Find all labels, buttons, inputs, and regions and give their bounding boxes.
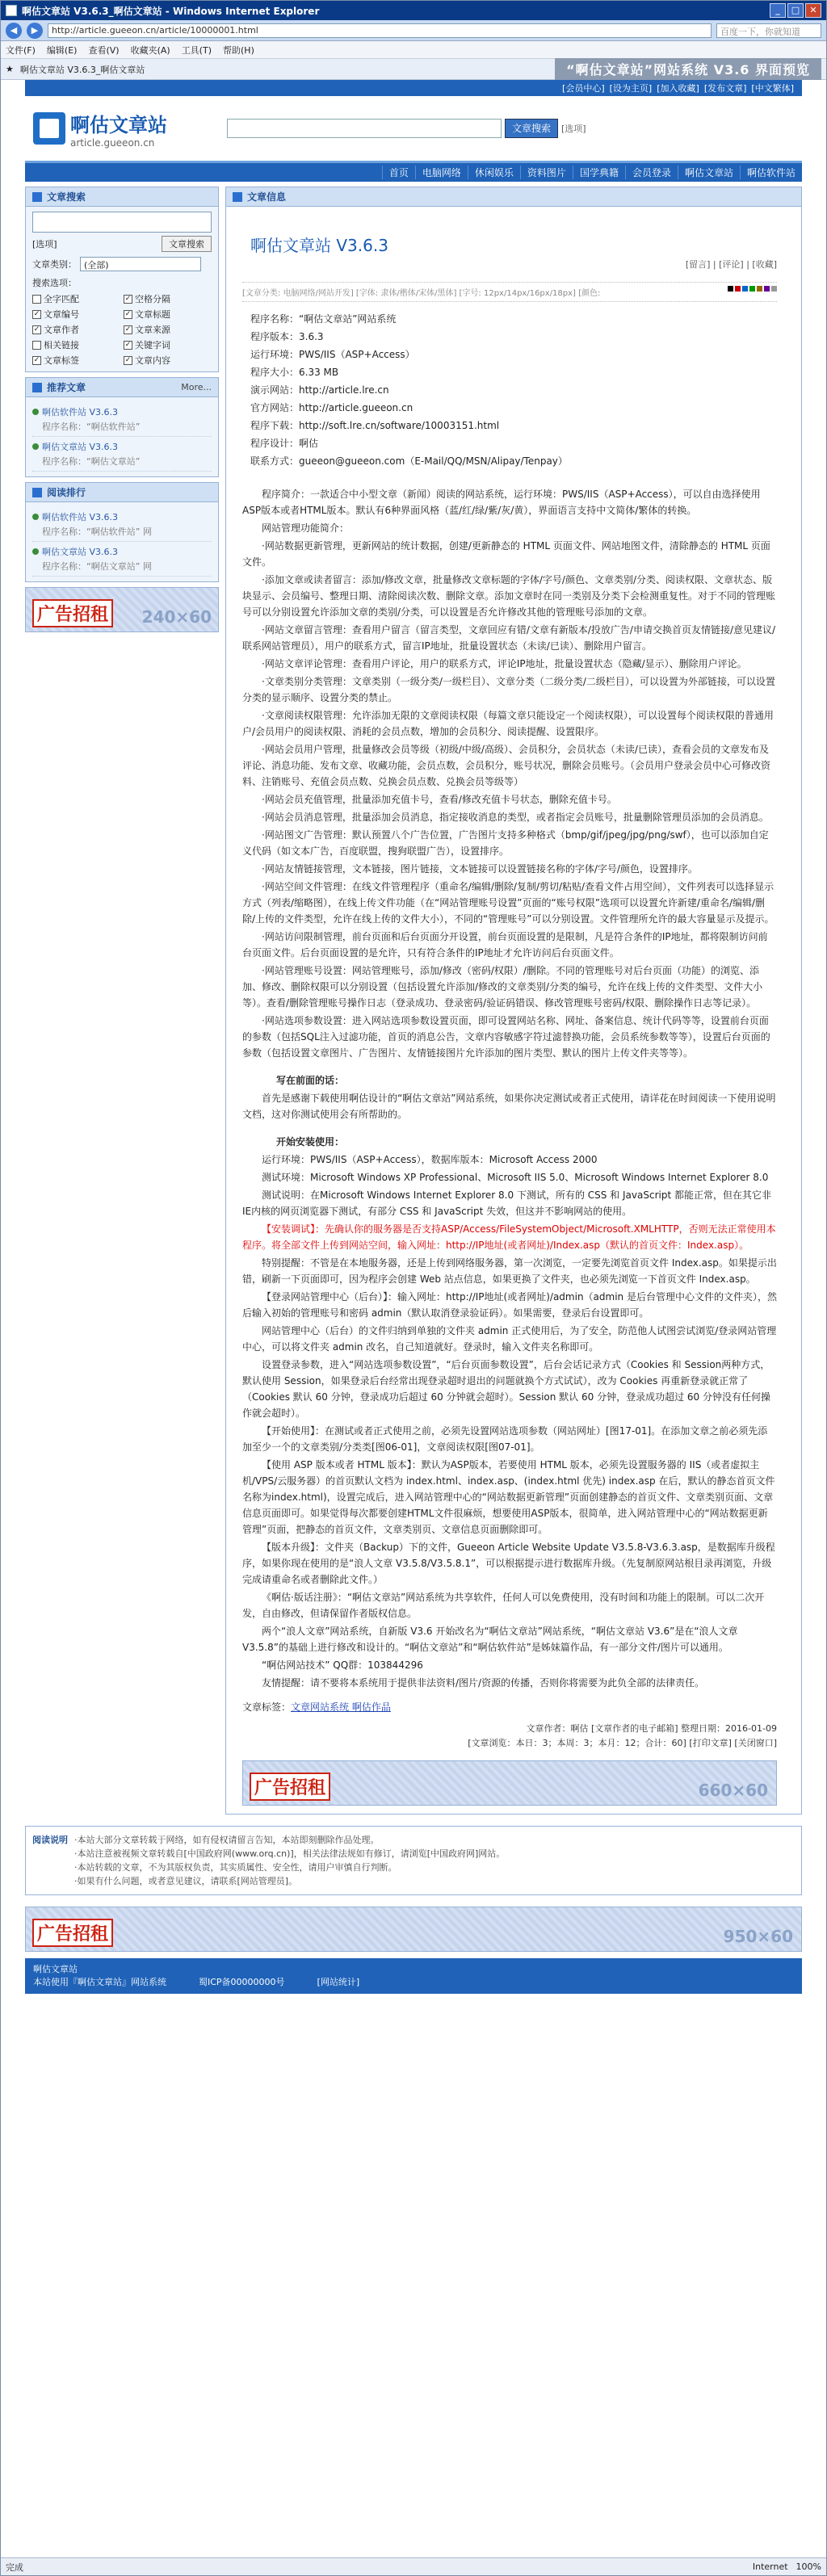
article-paragraph: ·网站数据更新管理，更新网站的统计数据，创建/更新静态的 HTML 页面文件、网站地图文件，清除静态的 HTML 页面文件。: [242, 540, 770, 568]
recommend-title: 推荐文章: [47, 382, 86, 393]
list-item[interactable]: [32, 507, 212, 542]
info-line: 程序下载：http://soft.lre.cn/software/10003151.html: [250, 420, 500, 431]
search-icon: [32, 192, 42, 202]
search-option-9[interactable]: [124, 354, 212, 367]
article-paragraph: 首先是感谢下载使用啊估设计的“啊估文章站”网站系统，如果你决定测试或者正式使用，请详花在时间阅读一下使用说明文档，这对你测试使用会有所帮助的。: [242, 1093, 776, 1120]
category-select[interactable]: (全部): [80, 257, 201, 271]
meta-text[interactable]: [文章分类: 电脑网络/网站开发] [字体: 隶体/楷体/宋体/黑体] [字号: 12px/14px/16px/18px] [颜色:: [242, 289, 601, 298]
info-line: 程序名称：“啊估文章站”网站系统: [250, 313, 397, 325]
color-swatches[interactable]: [728, 286, 777, 298]
article-paragraph: 测试说明：在Microsoft Windows Internet Explorer 8.0 下测试，所有的 CSS 和 JavaScript 都能正常，但在其它非IE内核的网页浏览器下测试，有部分 CSS 和 JavaScript 失效，但这并不影响网站的使用。: [242, 1189, 771, 1217]
article-paragraph: ·文章阅读权限管理：允许添加无限的文章阅读权限（每篇文章只能设定一个阅读权限），可以设置每个阅读权限的普通用户/会员用户的阅读权限、消耗的会员点数，增加的会员积分、阅读提醒、设置限序。: [242, 710, 774, 737]
list-item-sub: 程序名称：“啊估软件站” 网: [42, 527, 152, 537]
preview-banner: “啊估文章站”网站系统 V3.6 界面预览: [555, 58, 821, 80]
browser-search-input[interactable]: 百度一下，你就知道: [716, 23, 821, 38]
info-line: 运行环境：PWS/IIS（ASP+Access）: [250, 349, 415, 360]
tags-label: 文章标签：: [242, 1701, 292, 1713]
site-topbar: [25, 80, 802, 96]
topbar-publish[interactable]: [发布文章]: [703, 83, 747, 94]
sidebar: [25, 187, 219, 1815]
menu-favorites[interactable]: 收藏夹(A): [130, 44, 170, 56]
article-paragraph: 测试环境：Microsoft Windows XP Professional、Microsoft IIS 5.0、Microsoft Windows Internet Explorer 8.0: [262, 1172, 769, 1183]
bottom-ad[interactable]: [25, 1907, 802, 1952]
checkbox-icon[interactable]: ✓: [124, 355, 132, 364]
ad-label: 广告招租: [250, 1773, 330, 1801]
article-paragraph: ·网站友情链接管理，文本链接，图片链接，文本链接可以设置链接名称的字体/字号/颜色，设置排序。: [262, 863, 698, 875]
topbar-add-favorite[interactable]: [加入收藏]: [657, 83, 699, 94]
menu-help[interactable]: 帮助(H): [223, 44, 254, 56]
header-search-button[interactable]: 文章搜索: [505, 119, 558, 138]
notice-item: ·本站转载的文章，不为其版权负责，其实质属性、安全性，请用户审慎自行判断。: [74, 1862, 397, 1873]
tags-links[interactable]: 文章网站系统 啊估作品: [291, 1701, 391, 1713]
checkbox-icon[interactable]: ✓: [33, 309, 40, 318]
ad-label: 广告招租: [32, 599, 113, 627]
favorites-star-icon[interactable]: ★: [6, 64, 14, 74]
footer-site-name: 啊估文章站: [33, 1964, 78, 1974]
menu-view[interactable]: 查看(V): [88, 44, 120, 56]
list-item[interactable]: [32, 437, 212, 472]
sidebar-search-input[interactable]: [32, 212, 212, 233]
option-label: 全字匹配: [44, 294, 79, 304]
article-paragraph: ·网站文章评论管理：查看用户评论，用户的联系方式，评论IP地址，批量设置状态（隐藏/显示）、删除用户评论。: [262, 658, 747, 669]
menu-bar: [1, 41, 826, 59]
article-paragraph: 特别提醒：不管是在本地服务器，还是上传到网络服务器，第一次浏览，一定要先浏览首页文件 Index.asp。如果提示出错，刷新一下页面即可，因为程序会创建 Web 站点信息，如果更换了文件夹，也必须先浏览一下首页文件 Index.asp。: [242, 1257, 777, 1285]
close-button[interactable]: ✕: [805, 3, 821, 18]
nav-classics[interactable]: 国学典籍: [573, 166, 625, 179]
back-icon[interactable]: ◀: [6, 23, 22, 39]
option-label: 关键字词: [135, 340, 170, 350]
option-label: 空格分隔: [135, 294, 170, 304]
article-paragraph: 【使用 ASP 版本或者 HTML 版本】：默认为ASP版本，若要使用 HTML 版本，必须先设置服务器的 IIS（或者虚拟主机/VPS/云服务器）的首页默认文档为 index.html、index.asp、(index.html 优先) index.asp 在后，默认的静态首页文件名称为index.html)，设置完成后，进入网站管理中心的“网站数据更新管理”页面创建静态的首页文件、文章类别页面、文章信息页面即可。如果觉得每次都要创建HTML文件很麻烦，想要使用ASP版本，很简单，进入网站管理中心的“网站数据更新管理”页面，把静态的首页文件，文章类别页、文章信息页面删除即可。: [242, 1459, 775, 1535]
address-field[interactable]: http://article.gueeon.cn/article/10000001.html: [48, 23, 712, 38]
nav-software-site[interactable]: 啊估软件站: [740, 166, 802, 179]
title-bar: [1, 1, 826, 20]
option-label: 相关链接: [44, 340, 79, 350]
ie-icon: [6, 5, 17, 16]
status-text: 完成: [6, 2561, 23, 2573]
info-line: 程序大小：6.33 MB: [250, 367, 339, 378]
checkbox-icon[interactable]: ✓: [124, 340, 132, 349]
forward-icon[interactable]: ▶: [27, 23, 43, 39]
article-paragraph: ·网站会员充值管理，批量添加充值卡号，查看/修改充值卡号状态，删除充值卡号。: [262, 794, 617, 805]
list-item-title[interactable]: 啊估软件站 V3.6.3: [42, 512, 119, 522]
nav-computer[interactable]: 电脑网络: [415, 166, 468, 179]
checkbox-icon[interactable]: ✓: [33, 355, 40, 364]
article-paragraph: 设置登录参数，进入“网站选项参数设置”，“后台页面参数设置”，后台会话记录方式（Cookies 和 Session两种方式，默认使用 Session，如果登录后台经常出现登录超时退出的问题就换个方式试试），改为 Cookies 再重新登录就正常了（Cookies 默认 60 分钟，登录成功后超过 60 分钟就会超时）。Session 默认 60 分钟，登录成功超过 60 分钟没有任何操作就会超时）。: [242, 1359, 770, 1419]
search-options: [32, 292, 212, 367]
zoom-level[interactable]: 100%: [796, 2561, 821, 2572]
recommend-box: [25, 377, 219, 477]
footer-stats[interactable]: [网站统计]: [317, 1977, 360, 1987]
topbar-set-home[interactable]: [设为主页]: [609, 83, 653, 94]
article-paragraph: 写在前面的话：: [276, 1075, 345, 1086]
notice-item: ·如果有什么问题，或者意见建议，请联系[网站管理员]。: [74, 1876, 298, 1886]
nav-article-site[interactable]: 啊估文章站: [678, 166, 740, 179]
reading-notice: [25, 1826, 802, 1895]
article-author-line: 文章作者：啊估 [文章作者的电子邮箱] 整理日期：2016-01-09: [526, 1723, 777, 1734]
program-info: [242, 310, 777, 470]
footer-icp[interactable]: 蜀ICP备00000000号: [199, 1977, 285, 1987]
list-item[interactable]: [32, 542, 212, 577]
rank-box: [25, 482, 219, 582]
article-paragraph: 开始安装使用：: [276, 1136, 345, 1147]
article-paragraph: 【版本升级】：文件夹（Backup）下的文件，Gueeon Article Website Update V3.5.8-V3.6.3.asp，是数据库升级程序，如果你现在使用的是“浪人文章 V3.5.8/V3.5.8.1”，可以根据提示进行数据库升级。（先复制原网站根目录再浏览，升级完成请重命名或者删除此文件。）: [242, 1542, 775, 1585]
window-title: 啊估文章站 V3.6.3_啊估文章站 - Windows Internet Explorer: [22, 5, 320, 17]
article-paragraph: ·网站会员用户管理，批量修改会员等级（初级/中级/高级）、会员积分，会员状态（未读/已读），查看会员的文章发布及评论、消息功能、发布文章、收藏功能，会员点数，会员积分，账号状况，删除会员账号。（会员用户登录会员中心可修改资料、注销账号、充值会员点数、兑换会员点数、兑换会员等级等）: [242, 744, 771, 787]
nav-home[interactable]: 首页: [382, 166, 415, 179]
site-footer: [25, 1958, 802, 1994]
article-paragraph: ·网站会员消息管理，批量添加会员消息，指定接收消息的类型，或者指定会员账号，批量删除管理员添加的会员消息。: [262, 812, 769, 823]
list-item-sub: 程序名称：“啊估文章站”: [42, 456, 141, 467]
option-label: 文章内容: [135, 355, 170, 366]
section-title: 文章信息: [247, 191, 287, 203]
article-paragraph: ·网站访问限制管理，前台页面和后台页面分开设置，前台页面设置的是限制，凡是符合条件的IP地址，都将限制访问前台页面文件。后台页面设置的是允许，只有符合条件的IP地址才允许访问后台页面文件。: [242, 931, 768, 959]
menu-tools[interactable]: 工具(T): [181, 44, 212, 56]
checkbox-icon[interactable]: ✓: [33, 325, 40, 334]
maximize-button[interactable]: □: [787, 3, 804, 18]
article-tags: [242, 1699, 777, 1715]
option-label: 文章编号: [44, 309, 79, 320]
list-item[interactable]: [32, 402, 212, 437]
rank-icon: [32, 488, 42, 497]
bullet-icon: [32, 548, 39, 555]
article-paragraph: ·网站管理账号设置：网站管理账号，添加/修改（密码/权限）/删除。不同的管理账号对后台页面（功能）的浏览、添加、修改、删除权限可以分别设置（包括设置允许添加/修改的文章类别/分类的编号，允许在线上传的文件类型、文件大小等）。查看/删除管理账号操作日志（登录成功、登录密码/验证码错误、修改管理账号密码/权限、删除操作日志等记录）。: [242, 965, 763, 1009]
bullet-icon: [32, 443, 39, 450]
search-option-2[interactable]: [32, 308, 120, 321]
article-paragraph: “啊估网站技术” QQ群：103844296: [262, 1659, 423, 1671]
list-item-sub: 程序名称：“啊估文章站” 网: [42, 561, 152, 572]
header-search-input[interactable]: [227, 119, 502, 138]
checkbox-icon[interactable]: [32, 341, 41, 350]
info-icon: [233, 192, 242, 202]
search-option-4[interactable]: [32, 323, 120, 336]
notice-item: ·本站大部分文章转载于网络，如有侵权请留言告知，本站即刻删除作品处理。: [74, 1835, 380, 1845]
article-paragraph: ·网站图文广告管理：默认预置八个广告位置，广告图片支持多种格式（bmp/gif/jpeg/jpg/png/swf），也可以添加自定义代码（如文本广告，百度联盟，搜狗联盟广告），设置排序。: [242, 829, 769, 857]
article-title: 啊估文章站 V3.6.3: [250, 236, 388, 255]
ad-size: 660×60: [698, 1781, 768, 1800]
status-bar: [1, 2557, 826, 2575]
article: [226, 207, 801, 1814]
article-body: [242, 486, 777, 1691]
article-paragraph: ·添加文章或读者留言：添加/修改文章，批量修改文章标题的字体/字号/颜色、文章类别/分类、阅读权限、文章状态、版块显示、会员编号、整理日期、清除阅读次数、删除文章。添加文章时在同一类别及分类下会检测重复性。对于不同的管理账号可以分别设置允许添加文章的类别/分类，可以设置是否允许修改其他的管理账号添加的文章。: [242, 574, 776, 618]
recommend-more-link[interactable]: More...: [181, 382, 212, 392]
site-logo[interactable]: [33, 109, 167, 149]
article-paragraph: 【开始使用】：在测试或者正式使用之前，必须先设置网站选项参数（网站网址）[图17-01]。在添加文章之前必须先添加至少一个的文章类别/分类类[图06-01]，文章阅读权限[图07-01]。: [242, 1425, 768, 1453]
ad-size: 950×60: [723, 1927, 793, 1946]
checkbox-icon[interactable]: ✓: [124, 309, 132, 318]
tab-bar: [1, 59, 826, 80]
list-item-title[interactable]: 啊估文章站 V3.6.3: [42, 442, 119, 452]
nav-materials[interactable]: 资料图片: [520, 166, 573, 179]
notice-label: 阅读说明: [32, 1835, 68, 1845]
option-label: 文章标签: [44, 355, 79, 366]
info-line: 官方网站：http://article.gueeon.cn: [250, 402, 414, 413]
option-label: 文章标题: [135, 309, 170, 320]
browser-tab[interactable]: 啊估文章站 V3.6.3_啊估文章站: [19, 64, 145, 75]
list-item-title[interactable]: 啊估软件站 V3.6.3: [42, 407, 119, 417]
minimize-button[interactable]: _: [770, 3, 786, 18]
checkbox-icon[interactable]: ✓: [124, 325, 132, 334]
info-line: 联系方式：gueeon@gueeon.com（E-Mail/QQ/MSN/Alipay/Tenpay）: [250, 455, 568, 467]
header-search-options[interactable]: [选项]: [561, 124, 586, 134]
search-option-1[interactable]: [124, 292, 212, 305]
recommend-icon: [32, 383, 42, 392]
bullet-icon: [32, 514, 39, 520]
sidebar-search-options[interactable]: [选项]: [32, 239, 57, 250]
nav-login[interactable]: 会员登录: [625, 166, 678, 179]
checkbox-icon[interactable]: [32, 295, 41, 304]
status-zone: Internet: [752, 2561, 788, 2572]
info-line: 演示网站：http://article.lre.cn: [250, 384, 389, 396]
article-ad[interactable]: [242, 1760, 777, 1806]
notice-list: [74, 1827, 505, 1894]
checkbox-icon[interactable]: ✓: [124, 294, 132, 303]
search-option-7[interactable]: [124, 338, 212, 351]
search-option-5[interactable]: [124, 323, 212, 336]
options-label: 搜索选项：: [32, 278, 77, 288]
address-bar-row: [1, 20, 826, 41]
page-body: [25, 187, 802, 1815]
article-paragraph: ·文章类别分类管理：文章类别（一级分类/一级栏目）、文章分类（二级分类/二级栏目），可以设置为外部链接，可以设置分类的显示顺序、设置分类的禁止。: [242, 676, 775, 703]
topbar-member-center[interactable]: [会员中心]: [562, 83, 605, 94]
article-paragraph: 运行环境：PWS/IIS（ASP+Access），数据库版本：Microsoft Access 2000: [262, 1154, 598, 1165]
article-paragraph: ·网站文章留言管理：查看用户留言（留言类型，文章回应有错/文章有新版本/投放广告/申请交换首页友情链接/意见建议/联系网站管理员），用户的联系方式，留言IP地址，批量设置状态（未读/已读）、删除用户留言。: [242, 624, 776, 652]
logo-subtitle: article.gueeon.cn: [70, 136, 155, 149]
menu-file[interactable]: 文件(F): [6, 44, 36, 56]
ad-size: 240×60: [141, 607, 212, 627]
article-paragraph: 网站管理中心（后台）的文件归纳到单独的文件夹 admin 正式使用后，为了安全，防范他人试图尝试浏览/登录网站管理中心，可以将文件夹 admin 改名，自己知道就好。登录时，输入文件夹名称即可。: [242, 1325, 777, 1353]
article-paragraph: 【安装调试】：先确认你的服务器是否支持ASP/Access/FileSystemObject/Microsoft.XMLHTTP，否则无法正常使用本程序。将全部文件上传到网站空间，输入网址：http://IP地址(或者网址)/Index.asp（默认的首页文件：Index.asp）。: [242, 1223, 776, 1251]
notice-item: ·本站注意被视频文章转载自[中国政府网(www.orq.cn)]，相关法律法规如有修订，请浏览[中国政府网]网站。: [74, 1848, 506, 1859]
info-line: 程序版本：3.6.3: [250, 331, 324, 342]
article-footer: [242, 1722, 777, 1751]
article-paragraph: 两个“浪人文章”网站系统，自新版 V3.6 开始改名为“啊估文章站”网站系统，“啊估文章站 V3.6”是在“浪人文章 V3.5.8”的基础上进行修改和设计的。“啊估文章站”和“啊估软件站”是姊妹篇作品，有一部分文件/图片可以通用。: [242, 1626, 738, 1653]
article-paragraph: 网站管理功能简介：: [262, 522, 350, 534]
article-paragraph: 程序简介：一款适合中小型文章（新闻）阅读的网站系统，运行环境：PWS/IIS（ASP+Access），可以自由选择使用ASP版本或者HTML版本。默认有6种界面风格（蓝/红/绿/紫/灰/黄），界面语言支持中文简体/繁体的转换。: [242, 489, 761, 516]
article-actions[interactable]: [留言] | [评论] | [收藏]: [685, 259, 777, 270]
logo-title: 啊估文章站: [70, 113, 167, 136]
search-option-3[interactable]: [124, 308, 212, 321]
nav-leisure[interactable]: 休闲娱乐: [468, 166, 520, 179]
article-paragraph: 友情提醒：请不要将本系统用于提供非法资料/图片/资源的传播，否则你将需要为此负全部的法律责任。: [262, 1677, 705, 1689]
search-box: [25, 187, 219, 372]
sidebar-search-button[interactable]: 文章搜索: [162, 236, 212, 252]
search-box-title: 文章搜索: [47, 191, 86, 203]
footer-powered: 本站使用『啊估文章站』网站系统: [33, 1977, 166, 1987]
menu-edit[interactable]: 编辑(E): [46, 44, 78, 56]
main-nav: [25, 161, 802, 182]
article-paragraph: ·网站选项参数设置：进入网站选项参数设置页面，即可设置网站名称、网址、备案信息、统计代码等等，设置前台页面的参数（包括SQL注入过滤功能，首页的消息公告，文章内容敏感字符过滤替换功能，会员系统参数等等），设置后台页面的参数（包括设置文章图片、广告图片、友情链接图片允许添加的图片类型、默认的图片上传文件夹等等）。: [242, 1015, 770, 1059]
rank-title: 阅读排行: [47, 487, 86, 498]
main-content: [225, 187, 802, 1815]
bullet-icon: [32, 409, 39, 415]
topbar-traditional[interactable]: [中文繁体]: [751, 83, 794, 94]
list-item-sub: 程序名称：“啊估软件站”: [42, 422, 141, 432]
search-option-8[interactable]: [32, 354, 120, 367]
article-paragraph: ·网站空间文件管理：在线文件管理程序（重命名/编辑/删除/复制/剪切/粘贴/查看文件占用空间），文件列表可以选择显示方式（列表/缩略图），在线上传文件功能（在“网站管理账号设置”页面的“账号权限”选项可以设置允许新建/重命名/编辑/删除/上传的文件类型，允许在线上传的文件大小），不同的“管理账号”可以分别设置。文件管理所允许的最大容量显示及提示。: [242, 881, 775, 925]
web-page: [1, 80, 826, 2535]
sidebar-ad[interactable]: [25, 587, 219, 632]
search-option-0[interactable]: [32, 292, 120, 305]
option-label: 文章作者: [44, 325, 79, 335]
site-header: [25, 96, 802, 161]
article-paragraph: 《啊估·版话注册》：“啊估文章站”网站系统为共享软件，任何人可以免费使用，没有时间和功能上的限制。可以二次开发，自由修改，但请保留作者版权信息。: [242, 1592, 765, 1619]
search-option-6[interactable]: [32, 338, 120, 351]
article-meta: [242, 282, 777, 302]
logo-icon: [33, 112, 65, 145]
article-paragraph: 【登录网站管理中心（后台）】：输入网址：http://IP地址(或者网址)/admin（admin 是后台管理中心文件的文件夹），然后输入初始的管理账号和密码 admin（默认取消登录验证码）。如果需要，登录后台设置即可。: [242, 1291, 777, 1319]
ad-label: 广告招租: [32, 1919, 113, 1947]
article-stats-line[interactable]: [文章浏览：本日：3；本周：3；本月：12；合计：60] [打印文章] [关闭窗口]: [468, 1738, 777, 1748]
category-label: 文章类别：: [32, 259, 77, 270]
list-item-title[interactable]: 啊估文章站 V3.6.3: [42, 547, 119, 557]
info-line: 程序设计：啊估: [250, 438, 319, 449]
header-search: [227, 119, 586, 138]
option-label: 文章来源: [135, 325, 170, 335]
